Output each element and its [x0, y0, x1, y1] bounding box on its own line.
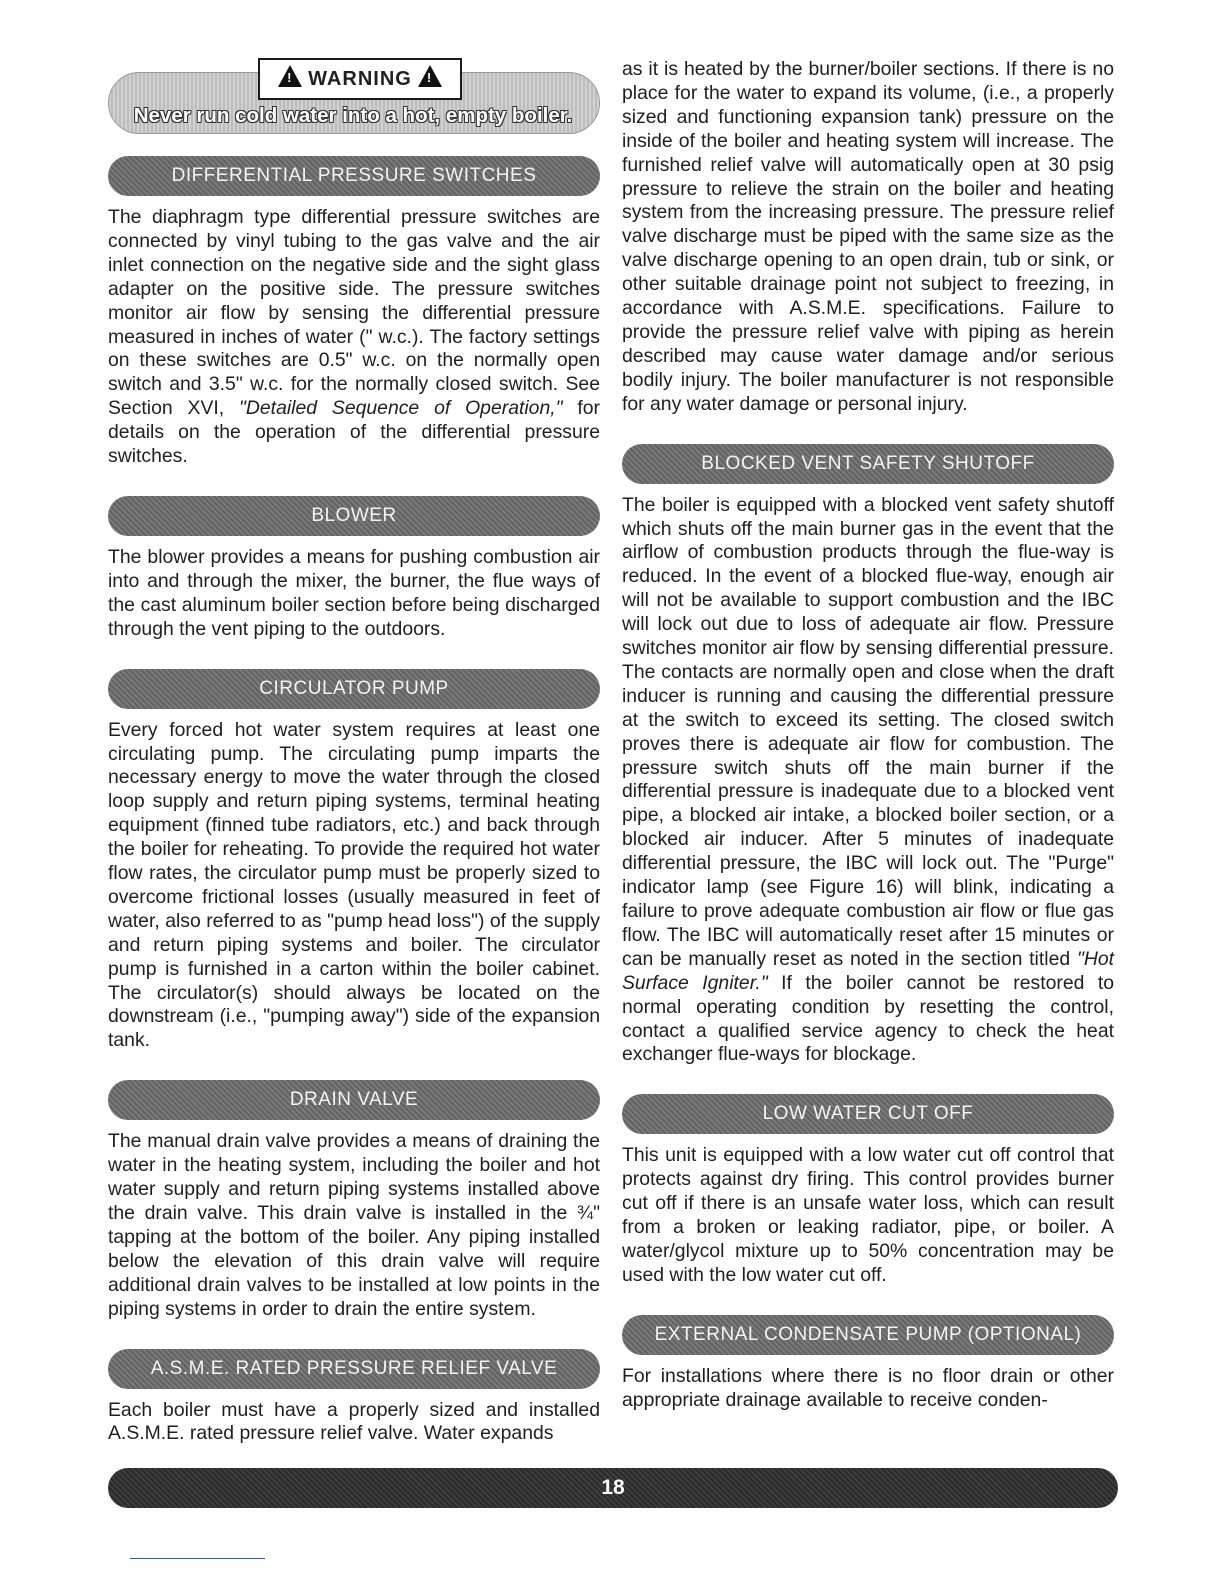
- paragraph-emphasis: "Detailed Sequence of Operation,": [239, 397, 563, 420]
- paragraph-drain-valve: The manual drain valve provides a means of draining the water in the heating system, including the boiler and hot water supply and return piping systems installed above the drain valve. This drain valve is installed in the ¾" tapping at the bottom of the boiler. Any piping installed below the elevation of this drain valve will require additional drain valves to be installed at low points in the piping systems in order to drain the entire system.: [108, 1130, 600, 1320]
- right-column: [622, 58, 1114, 1440]
- section-heading-drain-valve: DRAIN VALVE: [108, 1080, 600, 1120]
- section-heading-external-condensate-pump: EXTERNAL CONDENSATE PUMP (OPTIONAL): [622, 1315, 1114, 1355]
- paragraph-differential-pressure-switches: [108, 206, 600, 469]
- bottom-rule: [130, 1558, 265, 1559]
- warning-icon: !: [418, 65, 442, 87]
- paragraph-text: If the boiler cannot be restored to normal operating condition by resetting the control, contact a qualified service agency to check the heat exchanger flue-ways for blockage.: [622, 971, 1114, 1066]
- paragraph-low-water-cut-off: This unit is equipped with a low water cut off control that protects against dry firing. This control provides burner cut off if there is an unsafe water loss, which can result from a broken or leaking radiator, pipe, or boiler. A water/glycol mixture up to 50% concentration may be used with the low water cut off.: [622, 1144, 1114, 1286]
- warning-title: WARNING: [308, 68, 412, 90]
- section-heading-low-water-cut-off: LOW WATER CUT OFF: [622, 1094, 1114, 1134]
- paragraph-text: The boiler is equipped with a blocked vent safety shutoff which shuts off the main burner gas in the event that the airflow of combustion products through the flue-way is reduced. In the event of a blocked flue-way, enough air will not be available to support combustion and the IBC will lock out due to loss of adequate air flow. Pressure switches monitor air flow by sensing differential pressure. The contacts are normally open and close when the draft inducer is running and causing the differential pressure at the switch to exceed its setting. The closed switch proves there is adequate air flow for combustion. The pressure switch shuts off the main burner if the differential pressure is inadequate due to a blocked vent pipe, a blocked air intake, a blocked boiler section, or a blocked air inducer. After 5 minutes of inadequate differential pressure, the IBC will lock out. The "Purge" indicator lamp (see Figure 16) will blink, indicating a failure to prove adequate combustion air flow or flue gas flow. The IBC will automatically reset after 15 minutes or can be manually reset as noted in the section titled: [622, 493, 1114, 970]
- page-number: 18: [601, 1476, 625, 1499]
- paragraph-external-condensate-pump: For installations where there is no floor drain or other appropriate drainage available to receive conden-: [622, 1364, 1114, 1411]
- paragraph-pressure-relief-valve: Each boiler must have a properly sized and installed A.S.M.E. rated pressure relief valve. Water expands: [108, 1398, 600, 1445]
- page-number-bar: [108, 1468, 1118, 1508]
- left-column: [108, 58, 600, 1473]
- section-heading-differential-pressure-switches: DIFFERENTIAL PRESSURE SWITCHES: [108, 156, 600, 196]
- paragraph-text: The diaphragm type differential pressure switches are connected by vinyl tubing to the gas valve and the air inlet connection on the negative side and the sight glass adapter on the positive side. The pressure switches monitor air flow by sensing the differential pressure measured in inches of water (" w.c.). The factory settings on these switches are 0.5" w.c. on the normally open switch and 3.5" w.c. for the normally closed switch. See Section XVI,: [108, 206, 600, 420]
- paragraph-emphasis: "Hot Surface Igniter.": [622, 947, 1114, 994]
- paragraph-pressure-relief-valve-continued: as it is heated by the burner/boiler sections. If there is no place for the water to expand its volume, (i.e., a properly sized and functioning expansion tank) pressure on the inside of the boiler and heating system will increase. The furnished relief valve will automatically open at 30 psig pressure to relieve the strain on the boiler and heating system from the increasing pressure. The pressure relief valve discharge must be piped with the same size as the valve discharge opening to an open drain, tub or sink, or other suitable drainage point not subject to freezing, in accordance with A.S.M.E. specifications. Failure to provide the pressure relief valve with piping as herein described may cause water damage and/or serious bodily injury. The boiler manufacturer is not responsible for any water damage or personal injury.: [622, 58, 1114, 415]
- paragraph-text: for details on the operation of the differential pressure switches.: [108, 397, 600, 468]
- paragraph-blocked-vent-safety-shutoff: [622, 494, 1114, 1068]
- section-heading-blower: BLOWER: [108, 496, 600, 536]
- paragraph-blower: The blower provides a means for pushing combustion air into and through the mixer, the burner, the flue ways of the cast aluminum boiler section before being discharged through the vent piping to the outdoors.: [108, 545, 600, 640]
- section-heading-circulator-pump: CIRCULATOR PUMP: [108, 669, 600, 709]
- section-heading-blocked-vent-safety-shutoff: BLOCKED VENT SAFETY SHUTOFF: [622, 444, 1114, 484]
- warning-title-box: [258, 58, 462, 100]
- paragraph-circulator-pump: Every forced hot water system requires at least one circulating pump. The circulating pump imparts the necessary energy to move the water through the closed loop supply and return piping systems, terminal heating equipment (finned tube radiators, etc.) and back through the boiler for reheating. To provide the required hot water flow rates, the circulator pump must be properly sized to overcome frictional losses (usually measured in feet of water, also referred to as "pump head loss") of the supply and return piping systems and boiler. The circulator pump is furnished in a carton within the boiler cabinet. The circulator(s) should always be located on the downstream (i.e., "pumping away") side of the expansion tank.: [108, 718, 600, 1052]
- warning-text: Never run cold water into a hot, empty boiler.: [133, 104, 573, 127]
- warning-banner: [108, 58, 600, 148]
- section-heading-pressure-relief-valve: A.S.M.E. RATED PRESSURE RELIEF VALVE: [108, 1349, 600, 1389]
- warning-icon: !: [278, 65, 302, 87]
